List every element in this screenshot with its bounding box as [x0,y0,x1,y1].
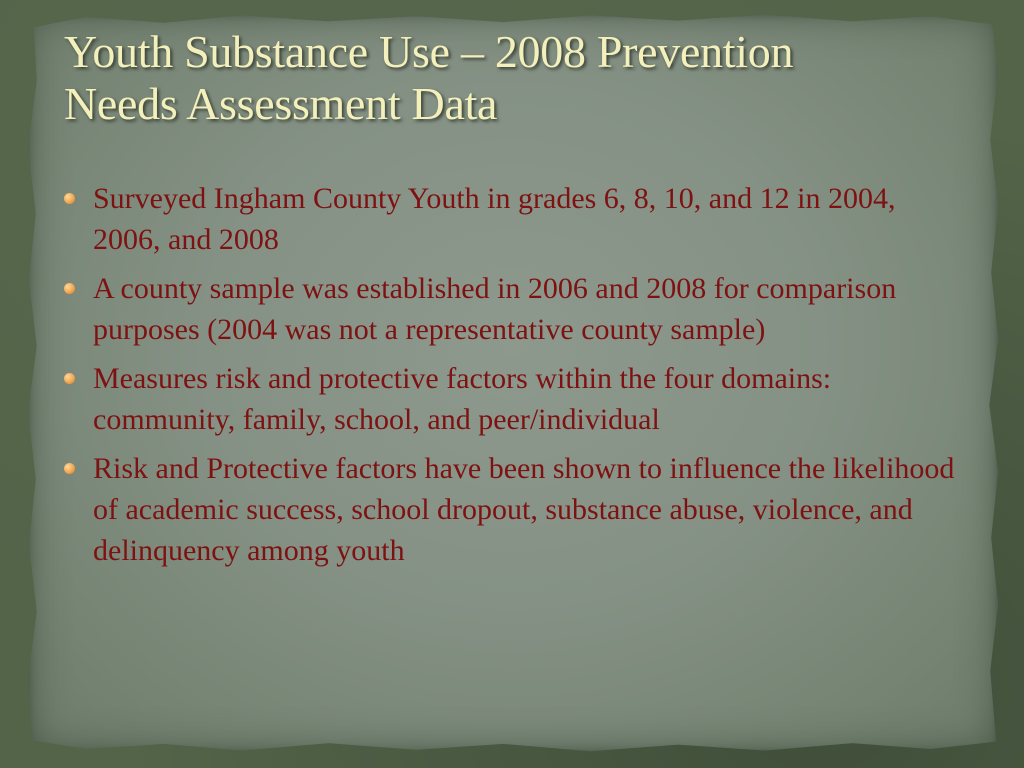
bullet-dot-icon [64,283,75,294]
bullet-text: A county sample was established in 2006 and 2008 for comparison purposes (2004 was not a representative county sample) [93,272,897,346]
bullet-item [64,178,964,260]
bullet-text: Surveyed Ingham County Youth in grades 6, 8, 10, and 12 in 2004, 2006, and 2008 [93,182,896,256]
bullet-item [64,358,964,440]
slide-title-line-1: Youth Substance Use – 2008 Prevention [64,26,794,77]
bullet-dot-icon [64,463,75,474]
slide-title [64,26,964,130]
bullet-dot-icon [64,373,75,384]
bullet-dot-icon [64,193,75,204]
bullet-text: Risk and Protective factors have been shown to influence the likelihood of academic success, school dropout, substance abuse, violence, and delinquency among youth [93,452,955,567]
bullet-text: Measures risk and protective factors within the four domains: community, family, school, and peer/individual [93,362,832,436]
bullet-item [64,448,964,571]
bullet-list [64,178,964,579]
bullet-item [64,268,964,350]
slide-title-line-2: Needs Assessment Data [64,78,498,129]
